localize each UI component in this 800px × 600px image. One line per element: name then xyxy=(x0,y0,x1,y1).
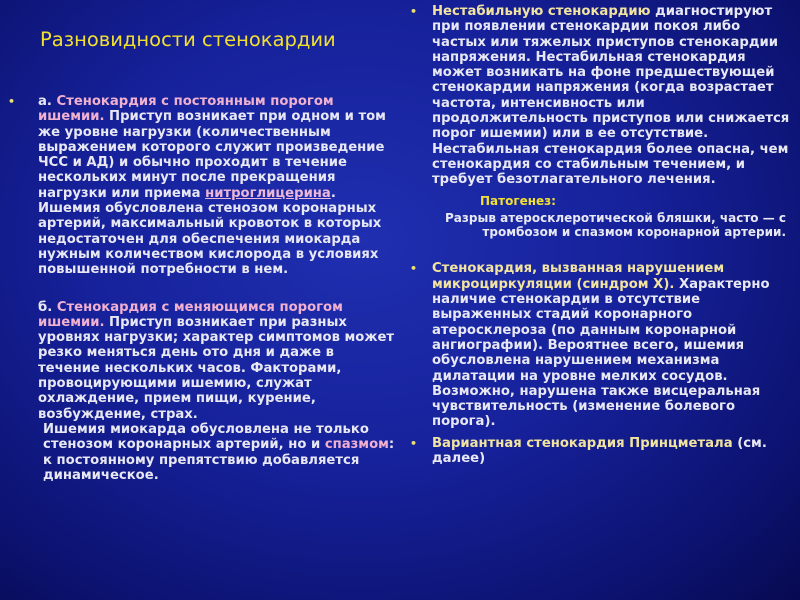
bullet-icon: • xyxy=(410,262,418,276)
list-item-syndrome-x xyxy=(410,261,794,429)
ischemia-text-end: : к постоянному препятствию добавляется динамическое. xyxy=(43,437,395,483)
constant-threshold-text: Приступ возникает при одном и том же уровне нагрузки (количественным выражением которого служит произведение ЧСС и АД) и обычно проходит в течение нескольких минут после прекращения нагрузки или приема xyxy=(38,109,386,201)
variable-threshold-text: Приступ возникает при разных уровнях нагрузки; характер симптомов может резко меняться день ото дня и даже в течение нескольких часов. Факторами, провоцирующими ишемию, служат охлаждение, прием пищи, курение, возбуждение, страх. xyxy=(38,314,395,422)
prinzmetal-heading: Вариантная стенокардия Принцметала xyxy=(432,435,733,451)
spasm-link[interactable]: спазмом xyxy=(324,437,389,453)
right-column xyxy=(410,4,794,466)
nitroglycerin-link[interactable]: нитроглицерина xyxy=(205,185,331,201)
list-item-variable-threshold xyxy=(8,300,398,422)
unstable-angina-text: диагностируют при появлении стенокардии покоя либо частых или тяжелых приступов стенокардии напряжения. Нестабильная стенокардия может возникать на фоне предшествующей стенокардии напряжения (когда возрастает частота, интенсивность или продолжительность приступов или снижается порог ишемии) или в ее отсутствие. Нестабильная стенокардия более опасна, чем стенокардия со стабильным течением, и требует безотлагательного лечения. xyxy=(432,4,790,188)
slide-title: Разновидности стенокардии xyxy=(40,28,336,51)
bullet-icon: • xyxy=(8,95,16,108)
unstable-angina-heading: Нестабильную стенокардию xyxy=(432,4,651,19)
bullet-icon: • xyxy=(410,5,418,18)
list-item-unstable-angina xyxy=(410,4,794,188)
list-item-constant-threshold xyxy=(8,94,398,278)
syndrome-x-text: Характерно наличие стенокардии в отсутствие выраженных стадий коронарного атеросклероза (по данным коронарной ангиографии). Вероятнее всего, ишемия обусловлена нарушением механизма дилатации на уровне мелких сосудов. Возможно, нарушена также висцеральная чувствительность (изменение болевого порога). xyxy=(432,276,770,430)
ischemia-text: Ишемия миокарда обусловлена не только стенозом коронарных артерий, но и xyxy=(43,421,369,453)
variable-threshold-heading: Стенокардия с меняющимся порогом ишемии. xyxy=(38,299,343,330)
item-prefix: б. xyxy=(38,299,57,315)
constant-threshold-text-end: . Ишемия обусловлена стенозом коронарных артерий, максимальный кровоток в которых недостаточен для обеспечения миокарда нужным количеством кислорода в условиях повышенной потребности в нем. xyxy=(38,185,382,278)
left-column xyxy=(8,94,398,483)
bullet-icon: • xyxy=(410,436,418,450)
list-item-prinzmetal xyxy=(410,436,794,467)
pathogenesis-label: Патогенез: xyxy=(480,193,556,208)
ischemia-paragraph xyxy=(8,422,398,483)
pathogenesis-text: Разрыв атеросклеротической бляшки, часто — с тромбозом и спазмом коронарной артерии. xyxy=(445,210,786,239)
syndrome-x-heading: Стенокардия, вызванная нарушением микроциркуляции (синдром X). xyxy=(432,261,725,292)
item-prefix: а. xyxy=(38,94,57,109)
prinzmetal-text: (см. далее) xyxy=(432,435,767,467)
constant-threshold-heading: Стенокардия с постоянным порогом ишемии. xyxy=(38,94,334,125)
